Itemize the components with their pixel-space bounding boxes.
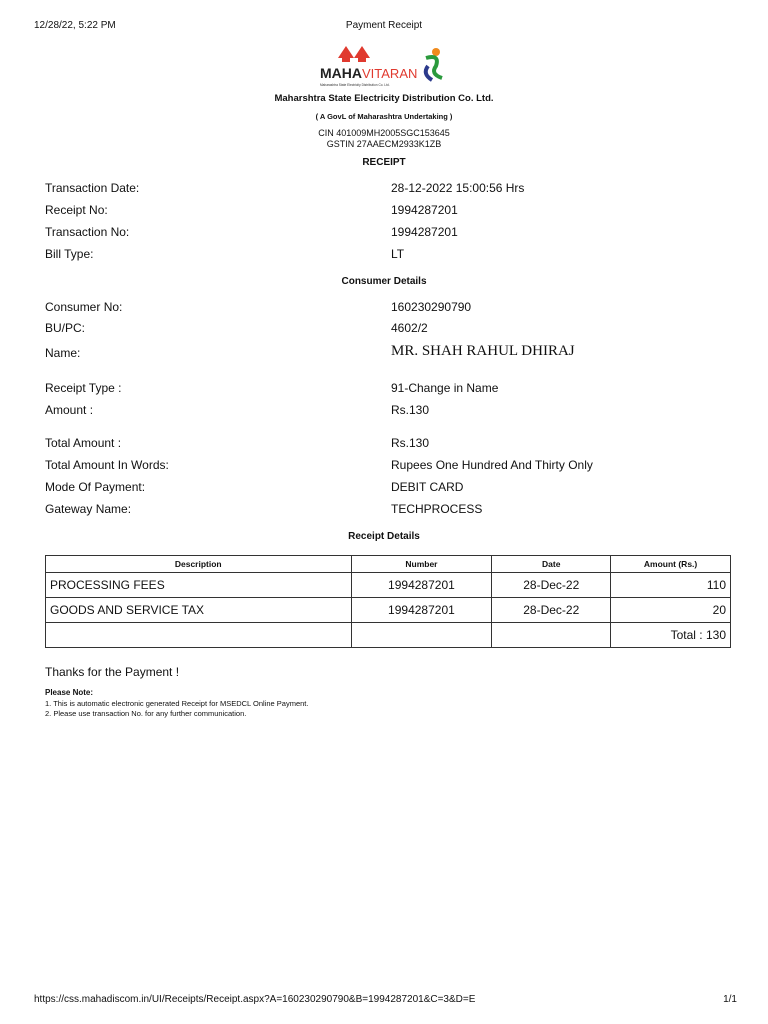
logo-subtext: Maharashtra State Electricity Distribution Co. Ltd.: [320, 83, 390, 87]
gateway-name-value: TECHPROCESS: [391, 502, 483, 516]
total-row-empty-cell: [46, 623, 352, 648]
amount-words-value: Rupees One Hundred And Thirty Only: [391, 458, 593, 472]
note-line-1: 1. This is automatic electronic generated Receipt for MSEDCL Online Payment.: [45, 699, 309, 708]
transaction-date-label: Transaction Date:: [45, 181, 140, 195]
mahavitaran-logo: [318, 44, 454, 92]
table-header-amount: Amount (Rs.): [611, 556, 731, 573]
table-total: Total : 130: [611, 623, 731, 648]
total-row-empty-cell: [492, 623, 611, 648]
row-description: GOODS AND SERVICE TAX: [46, 598, 352, 623]
receipt-type-label: Receipt Type :: [45, 381, 122, 395]
receipt-no-value: 1994287201: [391, 203, 458, 217]
transaction-date-value: 28-12-2022 15:00:56 Hrs: [391, 181, 525, 195]
table-header-number: Number: [351, 556, 492, 573]
amount-value: Rs.130: [391, 403, 430, 417]
receipt-details-table: [45, 555, 731, 648]
table-header-row: [46, 556, 731, 573]
mahavitaran-logo-mark: [318, 44, 454, 92]
company-gstin: GSTIN 27AAECM2933K1ZB: [326, 139, 442, 149]
total-amount-label: Total Amount :: [45, 436, 122, 450]
row-amount: 20: [611, 598, 731, 623]
receipt-no-label: Receipt No:: [45, 203, 108, 217]
consumer-no-label: Consumer No:: [45, 300, 123, 314]
table-row: [46, 573, 731, 598]
total-amount-value: Rs.130: [391, 436, 430, 450]
receipt-heading: RECEIPT: [362, 157, 406, 168]
logo-text-maha: MAHA: [320, 65, 362, 81]
note-line-2: 2. Please use transaction No. for any further communication.: [45, 709, 247, 718]
transaction-no-value: 1994287201: [391, 225, 458, 239]
print-title: Payment Receipt: [345, 20, 423, 31]
total-row-empty-cell: [351, 623, 492, 648]
table-header-date: Date: [492, 556, 611, 573]
receipt-type-value: 91-Change in Name: [391, 381, 499, 395]
consumer-details-heading: Consumer Details: [341, 276, 427, 287]
amount-words-label: Total Amount In Words:: [45, 458, 169, 472]
row-date: 28-Dec-22: [492, 573, 611, 598]
name-value: MR. SHAH RAHUL DHIRAJ: [391, 343, 575, 359]
thanks-message: Thanks for the Payment !: [45, 665, 180, 679]
company-govt: ( A GovL of Maharashtra Undertaking ): [315, 112, 453, 121]
row-amount: 110: [611, 573, 731, 598]
table-header-description: Description: [46, 556, 352, 573]
bill-type-value: LT: [391, 247, 405, 261]
row-number: 1994287201: [351, 573, 492, 598]
note-title: Please Note:: [45, 688, 94, 697]
transaction-no-label: Transaction No:: [45, 225, 130, 239]
bupc-value: 4602/2: [391, 321, 428, 335]
table-row: [46, 598, 731, 623]
footer-page-number: 1/1: [723, 994, 737, 1005]
bupc-label: BU/PC:: [45, 321, 86, 335]
row-date: 28-Dec-22: [492, 598, 611, 623]
amount-label: Amount :: [45, 403, 94, 417]
footer-url: https://css.mahadiscom.in/UI/Receipts/Receipt.aspx?A=160230290790&B=1994287201&C=3&D=E: [34, 994, 476, 1005]
receipt-details-heading: Receipt Details: [348, 531, 420, 542]
logo-text-vitaran: VITARAN: [362, 66, 418, 81]
gateway-name-label: Gateway Name:: [45, 502, 132, 516]
payment-mode-label: Mode Of Payment:: [45, 480, 146, 494]
row-number: 1994287201: [351, 598, 492, 623]
company-name: Maharshtra State Electricity Distribution Co. Ltd.: [274, 93, 494, 104]
row-description: PROCESSING FEES: [46, 573, 352, 598]
bill-type-label: Bill Type:: [45, 247, 94, 261]
consumer-no-value: 160230290790: [391, 300, 472, 314]
table-total-row: [46, 623, 731, 648]
payment-mode-value: DEBIT CARD: [391, 480, 464, 494]
print-datetime: 12/28/22, 5:22 PM: [34, 20, 116, 31]
company-cin: CIN 401009MH2005SGC153645: [318, 128, 450, 138]
name-label: Name:: [45, 346, 81, 360]
